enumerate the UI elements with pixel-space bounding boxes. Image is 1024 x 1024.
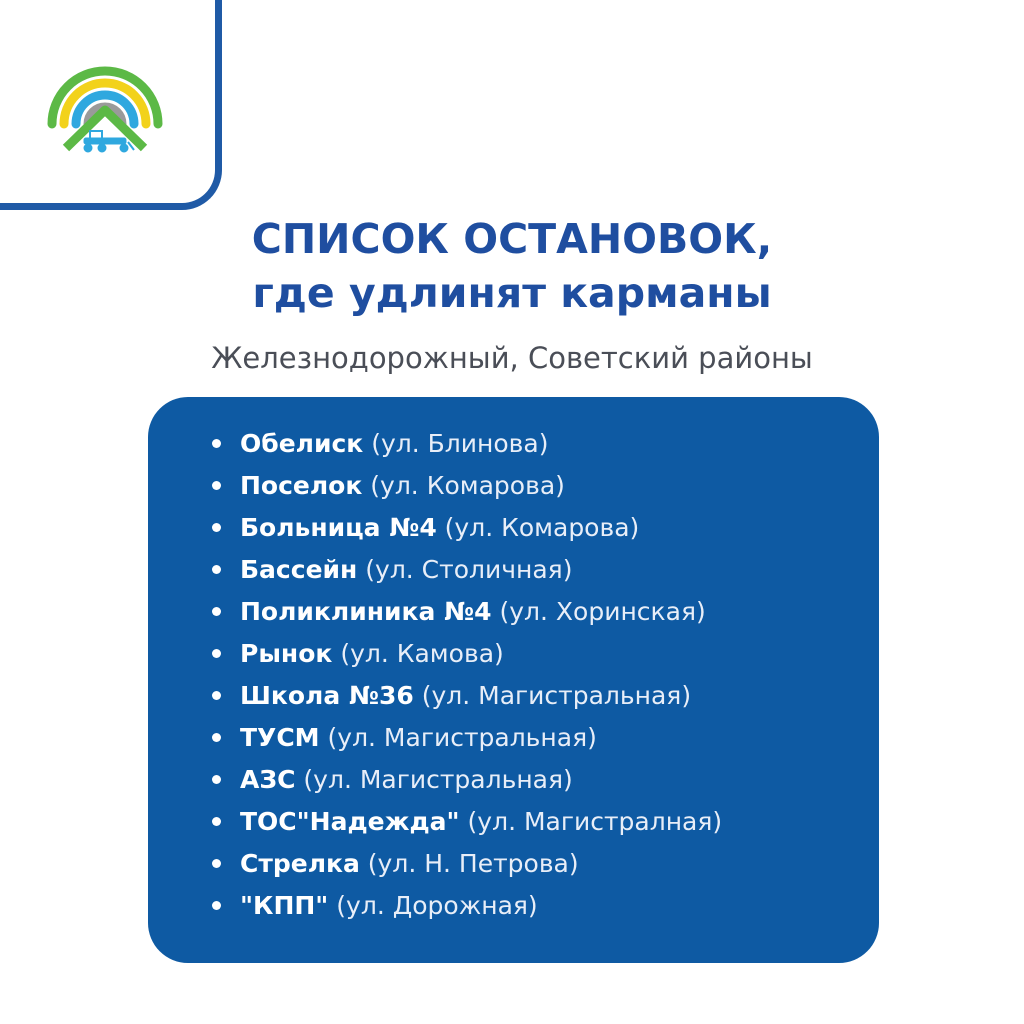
- stop-name: Обелиск: [240, 429, 364, 458]
- list-item: [210, 885, 879, 927]
- bullet-icon: [212, 523, 221, 532]
- bullet-icon: [212, 481, 221, 490]
- page-title: [0, 212, 1024, 320]
- list-item: [210, 843, 879, 885]
- list-item: [210, 507, 879, 549]
- list-item: [210, 801, 879, 843]
- stop-name: ТУСМ: [240, 723, 320, 752]
- list-item: [210, 591, 879, 633]
- title-line-1: СПИСОК ОСТАНОВОК,: [251, 215, 773, 263]
- list-item: [210, 675, 879, 717]
- stop-street: (ул. Дорожная): [336, 891, 538, 920]
- list-item: [210, 465, 879, 507]
- stop-street: (ул. Блинова): [371, 429, 549, 458]
- bullet-icon: [212, 733, 221, 742]
- stop-name: Поселок: [240, 471, 363, 500]
- bullet-icon: [212, 439, 221, 448]
- stop-street: (ул. Магистралная): [467, 807, 723, 836]
- bullet-icon: [212, 901, 221, 910]
- bullet-icon: [212, 775, 221, 784]
- title-line-2: где удлинят карманы: [252, 269, 772, 317]
- stop-street: (ул. Хоринская): [499, 597, 706, 626]
- stop-name: Бассейн: [240, 555, 358, 584]
- bullet-icon: [212, 817, 221, 826]
- stop-name: Школа №36: [240, 681, 414, 710]
- stop-street: (ул. Комарова): [370, 471, 565, 500]
- stops-panel: [148, 397, 879, 963]
- subtitle: Железнодорожный, Советский районы: [211, 341, 813, 375]
- stop-street: (ул. Магистральная): [303, 765, 573, 794]
- bullet-icon: [212, 607, 221, 616]
- stop-name: "КПП": [240, 891, 329, 920]
- bullet-icon: [212, 565, 221, 574]
- bullet-icon: [212, 691, 221, 700]
- stop-name: АЗС: [240, 765, 296, 794]
- stop-name: ТОС"Надежда": [240, 807, 460, 836]
- stop-street: (ул. Магистральная): [421, 681, 692, 710]
- stop-street: (ул. Магистральная): [327, 723, 597, 752]
- bullet-icon: [212, 649, 221, 658]
- stop-name: Стрелка: [240, 849, 360, 878]
- list-item: [210, 717, 879, 759]
- rainbow-arch-road-grader-logo-icon: [44, 42, 166, 160]
- stop-street: (ул. Комарова): [444, 513, 640, 542]
- list-item: [210, 759, 879, 801]
- stop-street: (ул. Столичная): [365, 555, 573, 584]
- stop-street: (ул. Камова): [340, 639, 504, 668]
- stops-list: [210, 423, 879, 927]
- bullet-icon: [212, 859, 221, 868]
- stop-name: Больница №4: [240, 513, 437, 542]
- list-item: [210, 633, 879, 675]
- list-item: [210, 549, 879, 591]
- stop-name: Поликлиника №4: [240, 597, 492, 626]
- stop-name: Рынок: [240, 639, 333, 668]
- list-item: [210, 423, 879, 465]
- stop-street: (ул. Н. Петрова): [367, 849, 579, 878]
